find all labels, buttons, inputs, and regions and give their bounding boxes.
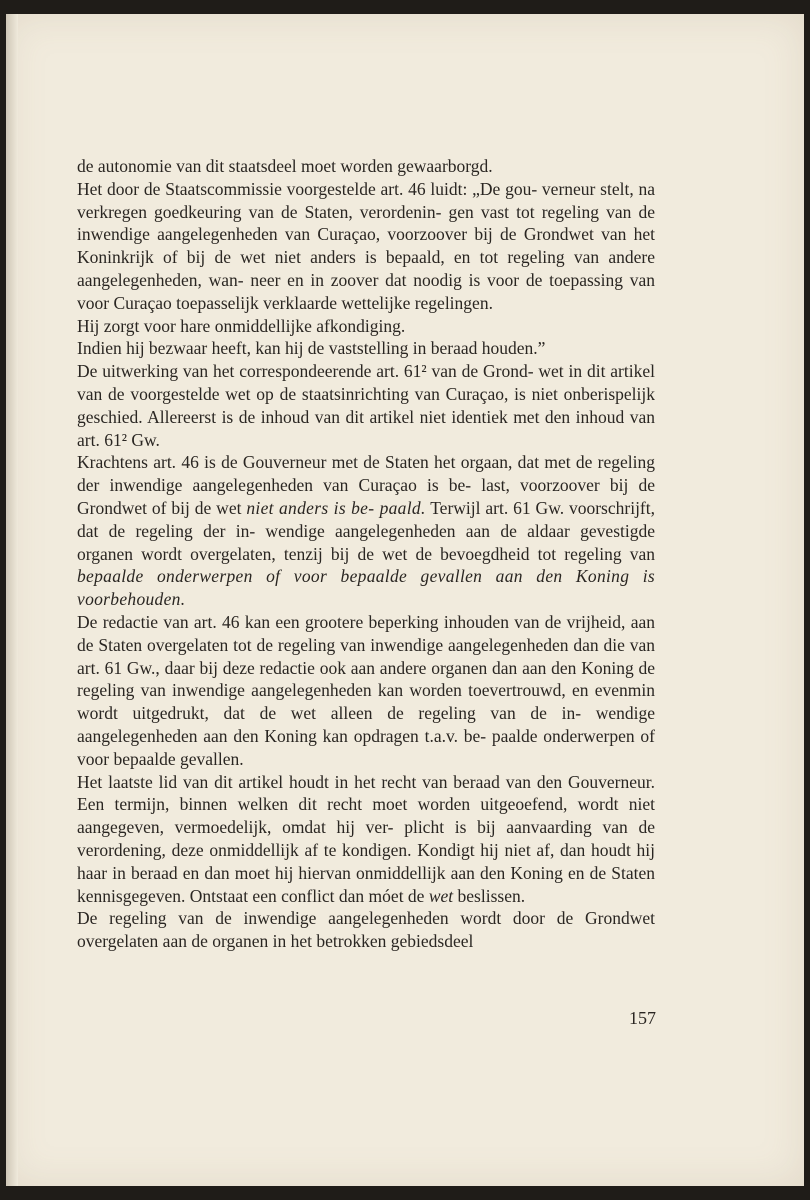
text-run: beslissen. — [457, 885, 526, 906]
paragraph: Het door de Staatscommissie voorgestelde art. 46 luidt: „De gou- verneur stelt, na verkregen goedkeuring van de Staten, verordenin- gen vast tot regeling van de inwendige aangelegenheden van Curaçao, voorzoover bij de Grondwet van het Koninkrijk of bij de wet niet anders is bepaald, en tot regeling van andere aangelegenheden, wan- neer en in zoover dat noodig is voor de toepassing van voor Curaçao toepasselijk verklaarde wettelijke regelingen. — [77, 178, 655, 313]
emphasis-text: wet — [428, 885, 454, 906]
paragraph: De redactie van art. 46 kan een grootere beperking inhouden van de vrijheid, aan de Staten overgelaten tot de regeling van inwendige aangelegenheden dan die van art. 61 Gw., daar bij deze redactie ook aan andere organen dan aan den Koning de regeling van inwendige aangelegenheden kan worden toevertrouwd, en evenmin wordt uitgedrukt, dat de wet alleen de regeling van de in- wendige aangelegenheden aan den Koning kan opdragen t.a.v. be- paalde onderwerpen of voor bepaalde gevallen. — [77, 611, 655, 769]
body-text — [77, 155, 655, 953]
paragraph — [77, 771, 655, 908]
paragraph: Indien hij bezwaar heeft, kan hij de vaststelling in beraad houden.” — [77, 338, 546, 359]
text-run: Terwijl art. 61 Gw. voorschrijft, dat de regeling der in- wendige aangelegenheden aan de aldaar gevestigde organen wordt overgelaten, tenzij bij de wet de bevoegdheid tot regeling van — [77, 497, 655, 564]
paragraph: Hij zorgt voor hare onmiddellijke afkondiging. — [77, 315, 406, 336]
page-number: 157 — [629, 1008, 656, 1028]
paragraph — [77, 451, 655, 611]
paragraph: De regeling van de inwendige aangelegenheden wordt door de Grondwet overgelaten aan de organen in het betrokken gebiedsdeel — [77, 908, 655, 952]
page-gutter — [6, 14, 18, 1186]
emphasis-text: bepaalde onderwerpen of voor bepaalde gevallen aan den Koning is voorbehouden. — [77, 566, 655, 610]
paragraph: de autonomie van dit staatsdeel moet worden gewaarborgd. — [77, 156, 493, 176]
paragraph: De uitwerking van het correspondeerende art. 61² van de Grond- wet in dit artikel van de voorgestelde wet op de staatsinrichting van Curaçao, is niet onberispelijk geschied. Allereerst is de inhoud van dit artikel niet identiek met den inhoud van art. 61² Gw. — [77, 361, 655, 450]
text-run: Het laatste lid van dit artikel houdt in het recht van beraad van den Gouverneur. Een termijn, binnen welken dit recht moet worden uitgeoefend, wordt niet aangegeven, vermoedelijk, omdat hij ver- plicht is bij aanvaarding van de verordening, deze onmiddellijk af te kondigen. Kondigt hij niet af, dan houdt hij haar in beraad en dan moet hij hiervan onmiddellijk aan den Koning en de Staten kennisgegeven. Ontstaat een conflict dan móet de — [77, 771, 655, 906]
book-page — [6, 14, 804, 1186]
emphasis-text: niet anders is be- paald. — [246, 497, 426, 518]
text-run: Krachtens art. 46 is de Gouverneur met de Staten het orgaan, dat met de regeling der inwendige aangelegenheden van Curaçao is be- last, voorzoover bij de Grondwet of bij de wet — [77, 452, 655, 518]
